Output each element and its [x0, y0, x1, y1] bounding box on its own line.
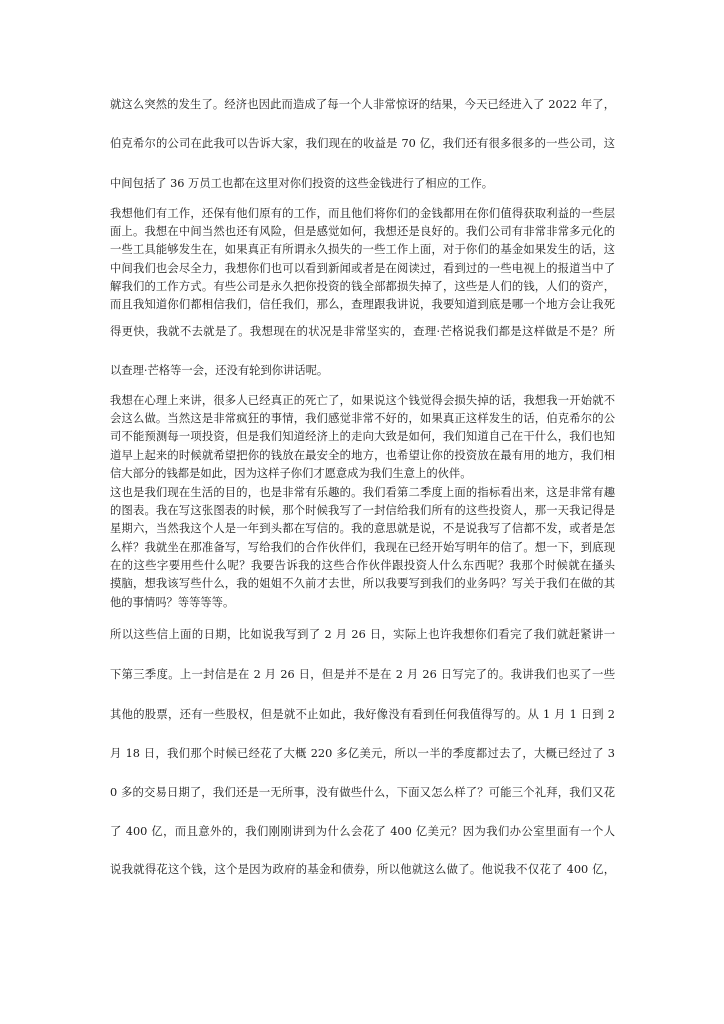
text-line: 解我们的工作方式。有些公司是永久把你投资的钱全部都损失掉了，这些是人们的钱，人们的资产，	[110, 280, 615, 293]
text-line: 就这么突然的发生了。经济也因此而造成了每一个人非常惊讶的结果，今天已经进入了 2022 年了，	[110, 98, 615, 111]
text-line: 的图表。我在写这张图表的时候，那个时候我写了一封信给我们所有的这些投资人，那一天我记得是	[110, 504, 615, 517]
text-line: 会这么做。当然这是非常疯狂的事情，我们感觉非常不好的，如果真正这样发生的话，伯克希尔的公	[110, 412, 615, 425]
text-line: 0 多的交易日期了，我们还是一无所事，没有做些什么，下面又怎么样了？可能三个礼拜，我们又花	[110, 786, 615, 799]
text-line: 所以这些信上面的日期，比如说我写到了 2 月 26 日，实际上也许我想你们看完了我们就赶紧讲一	[110, 628, 615, 641]
text-line: 他的事情吗？等等等等。	[110, 596, 235, 609]
text-line: 我想他们有工作，还保有他们原有的工作，而且他们将你们的金钱都用在你们值得获取利益的一些层	[110, 207, 615, 220]
text-line: 而且我知道你们都相信我们，信任我们，那么，查理跟我讲说，我要知道到底是哪一个地方会让我死	[110, 298, 615, 311]
text-line: 了 400 亿，而且意外的，我们刚刚讲到为什么会花了 400 亿美元？因为我们办公室里面有一个人	[110, 825, 615, 838]
text-line: 道早上起来的时候就希望把你的钱放在最安全的地方，也希望让你的投资放在最有用的地方，我们相	[110, 449, 615, 462]
text-line: 中间包括了 36 万员工也都在这里对你们投资的这些金钱进行了相应的工作。	[110, 177, 494, 190]
text-line: 得更快，我就不去就是了。我想现在的状况是非常坚实的，查理·芒格说我们都是这样做是不是？所	[110, 325, 615, 338]
text-line: 说我就得花这个钱，这个是因为政府的基金和债券，所以他就这么做了。他说我不仅花了 400 亿，	[110, 863, 615, 876]
text-line: 其他的股票，还有一些股权，但是就不止如此，我好像没有看到任何我值得写的。从 1 月 1 日到 2	[110, 708, 615, 721]
text-line: 中间我们也会尽全力，我想你们也可以看到新闻或者是在阅读过，看到过的一些电视上的报道当中了	[110, 262, 615, 275]
text-line: 下第三季度。上一封信是在 2 月 26 日，但是并不是在 2 月 26 日写完了的。我讲我们也买了一些	[110, 668, 615, 681]
text-line: 这也是我们现在生活的目的，也是非常有乐趣的。我们看第二季度上面的指标看出来，这是非常有趣	[110, 486, 615, 499]
text-line: 信大部分的钱都是如此，因为这样子你们才愿意成为我们生意上的伙伴。	[110, 467, 472, 480]
text-line: 以查理·芒格等一会，还没有轮到你讲话呢。	[110, 364, 329, 377]
document-page	[110, 0, 615, 1024]
text-line: 星期六，当然我这个人是一年到头都在写信的。我的意思就是说，不是说我写了信都不发，或者是怎	[110, 522, 615, 535]
text-line: 么样？我就坐在那准备写，写给我们的合作伙伴们，我现在已经开始写明年的信了。想一下，到底现	[110, 541, 615, 554]
text-line: 一些工具能够发生在，如果真正有所谓永久损失的一些工作上面，对于你们的基金如果发生的话，这	[110, 243, 615, 256]
text-line: 月 18 日，我们那个时候已经花了大概 220 多亿美元，所以一半的季度都过去了，大概已经过了 3	[110, 747, 615, 760]
text-line: 司不能预测每一项投资，但是我们知道经济上的走向大致是如何，我们知道自己在干什么，我们也知	[110, 430, 615, 443]
text-line: 在的这些字要用些什么呢？我要告诉我的这些合作伙伴跟投资人什么东西呢？我那个时候就在搔头	[110, 559, 615, 572]
text-line: 面上。我想在中间当然也还有风险，但是感觉如何，我想还是良好的。我们公司有非常非常多元化的	[110, 225, 615, 238]
text-line: 伯克希尔的公司在此我可以告诉大家，我们现在的收益是 70 亿，我们还有很多很多的一些公司，这	[110, 137, 615, 150]
text-line: 摸脑，想我该写些什么，我的姐姐不久前才去世，所以我要写到我们的业务吗？写关于我们在做的其	[110, 577, 615, 590]
text-line: 我想在心理上来讲，很多人已经真正的死亡了，如果说这个钱觉得会损失掉的话，我想我一开始就不	[110, 394, 615, 407]
